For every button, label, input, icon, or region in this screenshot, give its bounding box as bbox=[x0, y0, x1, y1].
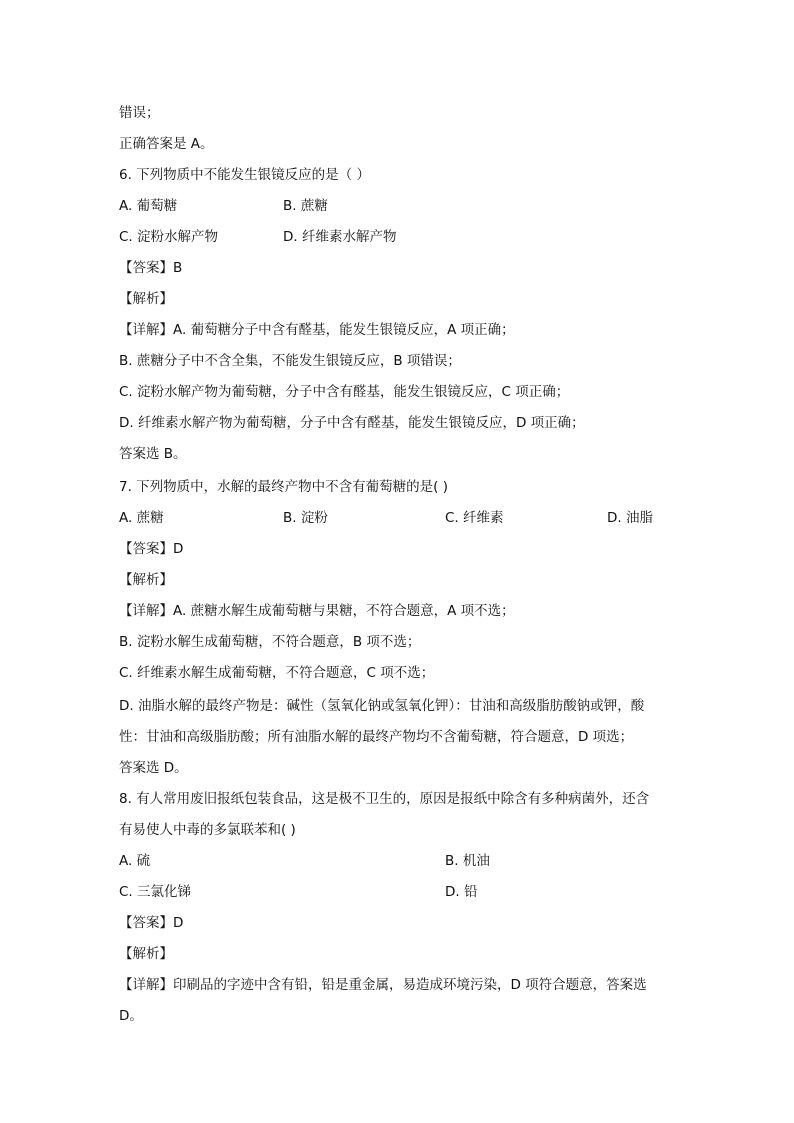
analysis-label: 【解析】 bbox=[119, 946, 173, 962]
answer-conclusion: 答案选 B。 bbox=[119, 446, 187, 462]
explanation-line: C. 淀粉水解产物为葡萄糖，分子中含有醛基，能发生银镜反应，C 项正确； bbox=[119, 384, 570, 400]
explanation-line: D. 纤维素水解产物为葡萄糖，分子中含有醛基，能发生银镜反应，D 项正确； bbox=[119, 415, 585, 431]
text-line: 正确答案是 A。 bbox=[119, 136, 214, 152]
explanation-line: D。 bbox=[119, 1008, 143, 1024]
answer-label: 【答案】B bbox=[119, 260, 183, 276]
question-8-stem-continued: 有易使人中毒的多氯联苯和( ) bbox=[119, 822, 296, 838]
explanation-line: 【详解】A. 葡萄糖分子中含有醛基，能发生银镜反应，A 项正确； bbox=[119, 322, 515, 338]
question-8-stem: 8. 有人常用废旧报纸包装食品，这是极不卫生的，原因是报纸中除含有多种病菌外，还含 bbox=[119, 791, 650, 807]
explanation-line: D. 油脂水解的最终产物是：碱性（氢氧化钠或氢氧化钾）：甘油和高级脂肪酸钠或钾，酸 bbox=[119, 698, 645, 714]
analysis-label: 【解析】 bbox=[119, 572, 173, 588]
q8-option-b: B. 机油 bbox=[445, 853, 490, 869]
q8-option-a: A. 硫 bbox=[119, 853, 151, 869]
answer-label: 【答案】D bbox=[119, 541, 184, 557]
q6-option-c: C. 淀粉水解产物 bbox=[119, 229, 219, 245]
q7-option-d: D. 油脂 bbox=[607, 510, 653, 526]
text-line: 错误； bbox=[119, 105, 160, 121]
q6-option-a: A. 葡萄糖 bbox=[119, 198, 178, 214]
analysis-label: 【解析】 bbox=[119, 291, 173, 307]
q8-option-d: D. 铅 bbox=[445, 884, 478, 900]
explanation-line: C. 纤维素水解生成葡萄糖，不符合题意，C 项不选； bbox=[119, 665, 435, 681]
q7-option-c: C. 纤维素 bbox=[445, 510, 504, 526]
answer-label: 【答案】D bbox=[119, 915, 184, 931]
answer-conclusion: 答案选 D。 bbox=[119, 760, 188, 776]
explanation-line: B. 蔗糖分子中不含全集，不能发生银镜反应，B 项错误； bbox=[119, 353, 461, 369]
explanation-line: 性：甘油和高级脂肪酸；所有油脂水解的最终产物均不含葡萄糖，符合题意，D 项选； bbox=[119, 729, 634, 745]
q6-option-d: D. 纤维素水解产物 bbox=[283, 229, 397, 245]
q7-option-b: B. 淀粉 bbox=[283, 510, 328, 526]
question-7-stem: 7. 下列物质中，水解的最终产物中不含有葡萄糖的是( ) bbox=[119, 479, 448, 495]
question-6-stem: 6. 下列物质中不能发生银镜反应的是（ ） bbox=[119, 167, 370, 183]
q8-option-c: C. 三氯化锑 bbox=[119, 884, 192, 900]
q6-option-b: B. 蔗糖 bbox=[283, 198, 328, 214]
q7-option-a: A. 蔗糖 bbox=[119, 510, 164, 526]
explanation-line: 【详解】A. 蔗糖水解生成葡萄糖与果糖，不符合题意，A 项不选； bbox=[119, 603, 515, 619]
explanation-line: B. 淀粉水解生成葡萄糖，不符合题意，B 项不选； bbox=[119, 634, 421, 650]
explanation-line: 【详解】印刷品的字迹中含有铅，铅是重金属，易造成环境污染，D 项符合题意，答案选 bbox=[119, 977, 647, 993]
